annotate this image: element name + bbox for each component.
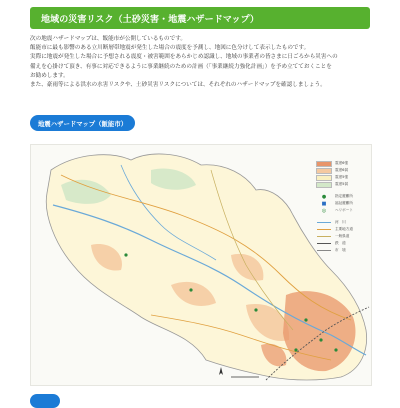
legend-swatch	[316, 182, 332, 188]
shelter-marker	[254, 308, 257, 311]
legend-label: 指定避難所	[335, 194, 353, 198]
shelter-icon: ●	[321, 193, 327, 200]
river-line-icon	[316, 220, 332, 226]
paragraph-line: 飯能市に最も影響のある立川断層帯地震が発生した場合の震度を予測し、地図に色分けして表示したものです。	[30, 45, 310, 52]
paragraph-line: お勧めします。	[30, 72, 69, 79]
legend-swatch	[316, 175, 332, 181]
compass-icon	[219, 367, 223, 375]
map-legend	[316, 160, 371, 254]
legend-swatch	[316, 168, 332, 174]
legend-item	[316, 247, 371, 254]
legend-label: 福祉避難所	[335, 201, 353, 205]
legend-item	[316, 207, 371, 214]
legend-item	[316, 181, 371, 188]
legend-item	[316, 174, 371, 181]
hazard-map-link-label: 地震ハザードマップ（飯能市）	[37, 119, 128, 128]
section-header	[30, 7, 370, 29]
legend-label: 震度5強	[335, 175, 349, 179]
boundary-line-icon	[316, 248, 332, 254]
next-link-button[interactable]	[30, 394, 60, 408]
hazard-map-image	[30, 144, 372, 386]
legend-swatch	[316, 161, 332, 167]
paragraph-line: 備えを心掛けて頂き、有事に対応できるように事業継続のための計画（「事業継続力強化計画」）を予め立てておくことを	[30, 63, 332, 70]
legend-label: 一般県道	[335, 234, 350, 238]
legend-item	[316, 193, 371, 200]
shelter-marker	[189, 288, 192, 291]
legend-item	[316, 167, 371, 174]
legend-label: 震度6弱	[335, 168, 349, 172]
shelter-marker	[304, 318, 307, 321]
legend-item	[316, 219, 371, 226]
road-line-icon	[316, 227, 332, 233]
legend-item	[316, 233, 371, 240]
legend-label: 鉄 道	[335, 241, 346, 245]
legend-item	[316, 200, 371, 207]
legend-item	[316, 160, 371, 167]
railway-line-icon	[316, 241, 332, 247]
shelter-marker	[294, 348, 297, 351]
section-title: 地域の災害リスク（土砂災害・地震ハザードマップ）	[41, 14, 259, 25]
legend-label: 震度6強	[335, 161, 349, 165]
hazard-map-link-button[interactable]	[30, 115, 135, 131]
shelter-marker	[319, 338, 322, 341]
welfare-shelter-icon: ■	[321, 200, 327, 207]
legend-item	[316, 240, 371, 247]
paragraph-line: 実際に地震が発生した場合に予想される震度・被害範囲をあらかじめ認識し、地域の事業者の皆さまに日ごろから災害への	[30, 54, 338, 61]
description-text	[30, 35, 375, 90]
heliport-icon: ◎	[321, 207, 327, 214]
road-line-icon	[316, 234, 332, 240]
legend-item	[316, 226, 371, 233]
legend-label: 市 境	[335, 248, 346, 252]
paragraph-line: 次の地震ハザードマップは、飯能市が公開しているものです。	[30, 36, 186, 42]
legend-label: 主要地方道	[335, 227, 353, 231]
shelter-marker	[334, 348, 337, 351]
legend-label: ヘリポート	[335, 208, 353, 212]
legend-label: 震度5弱	[335, 182, 349, 186]
legend-label: 河 川	[335, 220, 346, 224]
paragraph-line: また、豪雨等による洪水の水害リスクや、土砂災害リスクについては、それぞれのハザードマップを確認しましょう。	[30, 82, 326, 89]
shelter-marker	[124, 253, 127, 256]
